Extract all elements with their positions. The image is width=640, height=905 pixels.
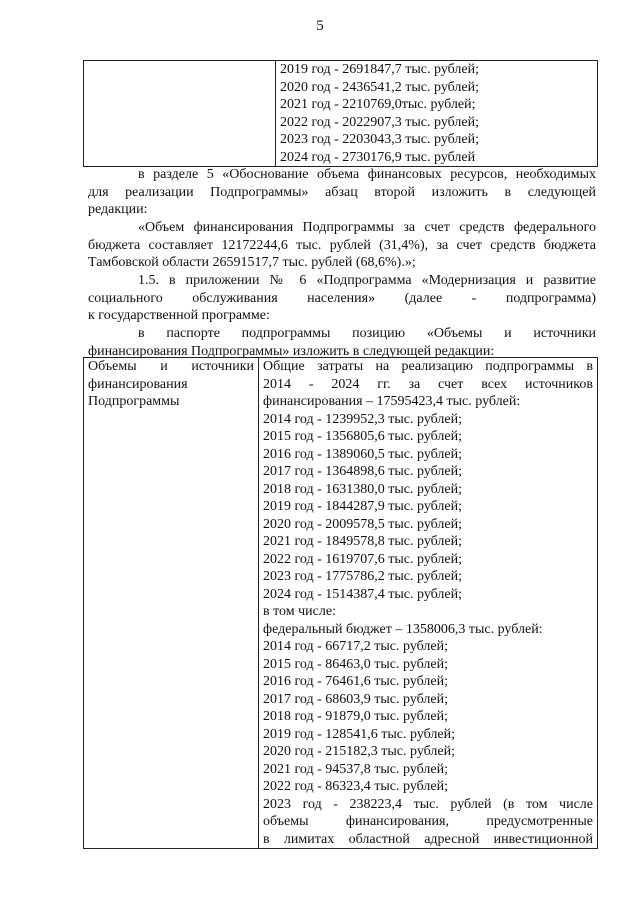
table2-line: 2017 год - 1364898,6 тыс. рублей; — [263, 464, 463, 479]
paragraph-line: финансирования Подпрограммы» изложить в следующей редакции: — [88, 343, 495, 359]
paragraph-line: «Объем финансирования Подпрограммы за счет средств федерального — [138, 220, 596, 235]
paragraph-line: для реализации Подпрограммы» абзац второй изложить в следующей — [88, 184, 596, 200]
table2-line: 2014 - 2024 гг. за счет всех источников — [263, 376, 593, 392]
paragraph-line: к государственной программе: — [88, 308, 270, 323]
table2-line: 2019 год - 1844287,9 тыс. рублей; — [263, 499, 463, 514]
paragraph-line: социального обслуживания населения» (далее - подпрограмма) — [88, 290, 596, 306]
paragraph-line: в паспорте подпрограммы позицию «Объемы и источники — [138, 326, 596, 341]
table2-line: финансирования – 17595423,4 тыс. рублей: — [263, 394, 521, 409]
table2-line: 2018 год - 1631380,0 тыс. рублей; — [263, 481, 463, 497]
table2-line: 2021 год - 1849578,8 тыс. рублей; — [263, 534, 463, 549]
table2-line: 2021 год - 94537,8 тыс. рублей; — [263, 761, 449, 777]
table2-line: 2018 год - 91879,0 тыс. рублей; — [263, 709, 449, 724]
table1-line: 2024 год - 2730176,9 тыс. рублей — [280, 149, 476, 165]
table2-line: 2017 год - 68603,9 тыс. рублей; — [263, 691, 449, 707]
table1-line: 2019 год - 2691847,7 тыс. рублей; — [280, 62, 480, 77]
table2-line: 2020 год - 2009578,5 тыс. рублей; — [263, 516, 463, 532]
table1-line: 2023 год - 2203043,3 тыс. рублей; — [280, 132, 480, 147]
paragraph-passport — [88, 325, 596, 360]
paragraph-line: в разделе 5 «Обоснование объема финансовых ресурсов, необходимых — [138, 167, 596, 182]
table2-line: 2014 год - 1239952,3 тыс. рублей; — [263, 411, 463, 427]
table2-label-line: Объемы и источники — [88, 359, 254, 374]
table1-empty-cell — [84, 61, 276, 167]
paragraph-line: бюджета составляет 12172244,6 тыс. рублей (31,4%), за счет средств бюджета — [88, 237, 596, 253]
table2-line: объемы финансирования, предусмотренные — [263, 814, 593, 829]
table2-line: в лимитах областной адресной инвестиционной — [263, 831, 593, 847]
table2-label-cell — [84, 358, 259, 849]
paragraph-line: 1.5. в приложении № 6 «Подпрограмма «Модернизация и развитие — [138, 273, 596, 288]
table2-line: 2015 год - 86463,0 тыс. рублей; — [263, 656, 449, 672]
table1-values-cell — [276, 61, 598, 167]
table2-line: 2023 год - 238223,4 тыс. рублей (в том числе — [263, 796, 593, 812]
paragraph-line: Тамбовской области 26591517,7 тыс. рублей (68,6%).»; — [88, 255, 416, 270]
paragraph-financing-quote — [88, 219, 596, 272]
table2-line: 2016 год - 1389060,5 тыс. рублей; — [263, 446, 463, 462]
page-number: 5 — [316, 18, 324, 34]
funding-sources-table — [83, 357, 598, 849]
table2-line: 2022 год - 1619707,6 тыс. рублей; — [263, 551, 463, 567]
table2-line: Общие затраты на реализацию подпрограммы в — [263, 359, 593, 374]
funding-table-continuation — [83, 60, 598, 167]
table2-values-cell — [259, 358, 598, 849]
paragraph-section5 — [88, 166, 596, 219]
table2-line: 2014 год - 66717,2 тыс. рублей; — [263, 639, 449, 654]
table1-line: 2022 год - 2022907,3 тыс. рублей; — [280, 114, 480, 130]
paragraph-appendix6 — [88, 272, 596, 325]
table2-line: в том числе: — [263, 604, 336, 619]
table2-line: 2019 год - 128541,6 тыс. рублей; — [263, 726, 456, 742]
table2-label-line: Подпрограммы — [88, 394, 180, 409]
table2-line: федеральный бюджет – 1358006,3 тыс. рублей: — [263, 621, 543, 637]
table2-label-line: финансирования — [88, 376, 188, 392]
table2-line: 2016 год - 76461,6 тыс. рублей; — [263, 674, 449, 689]
paragraph-line: редакции: — [88, 202, 148, 217]
table2-line: 2023 год - 1775786,2 тыс. рублей; — [263, 569, 463, 584]
table2-line: 2015 год - 1356805,6 тыс. рублей; — [263, 429, 463, 444]
table1-line: 2021 год - 2210769,0тыс. рублей; — [280, 97, 476, 112]
table1-line: 2020 год - 2436541,2 тыс. рублей; — [280, 79, 480, 95]
table2-line: 2022 год - 86323,4 тыс. рублей; — [263, 779, 449, 794]
table2-line: 2020 год - 215182,3 тыс. рублей; — [263, 744, 456, 759]
table2-line: 2024 год - 1514387,4 тыс. рублей; — [263, 586, 463, 602]
